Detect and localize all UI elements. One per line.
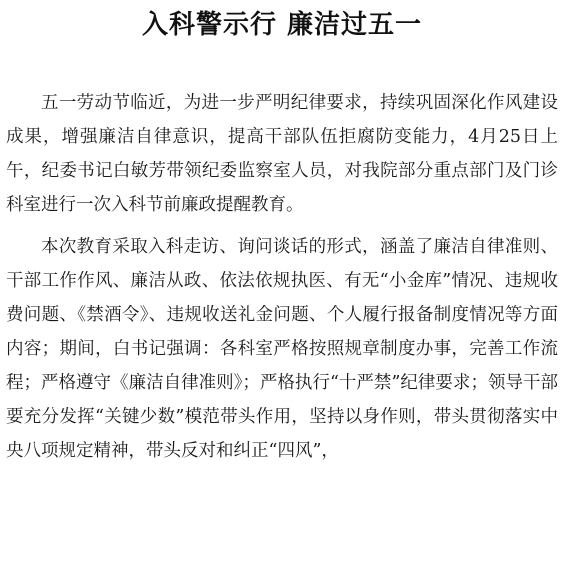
article-title: 入科警示行 廉洁过五一 xyxy=(141,10,423,40)
paragraph-1: 五一劳动节临近，为进一步严明纪律要求，持续巩固深化作风建设成果，增强廉洁自律意识，提高干部队伍拒腐防变能力，4月25日上午，纪委书记白敏芳带领纪委监察室人员，对我院部分重点部门及门诊科室进行一次入科节前廉政提醒教育。 xyxy=(6,93,558,215)
article-body xyxy=(6,86,558,476)
paragraph-2: 本次教育采取入科走访、询问谈话的形式，涵盖了廉洁自律准则、干部工作作风、廉洁从政、依法依规执医、有无“小金库”情况、违规收费问题、《禁酒令》、违规收送礼金问题、个人履行报备制度情况等方面内容；期间，白书记强调：各科室严格按照规章制度办事，完善工作流程；严格遵守《廉洁自律准则》；严格执行“十严禁”纪律要求；领导干部要充分发挥“关键少数”模范带头作用，坚持以身作则，带头贯彻落实中央八项规定精神，带头反对和纠正“四风”， xyxy=(6,237,558,461)
